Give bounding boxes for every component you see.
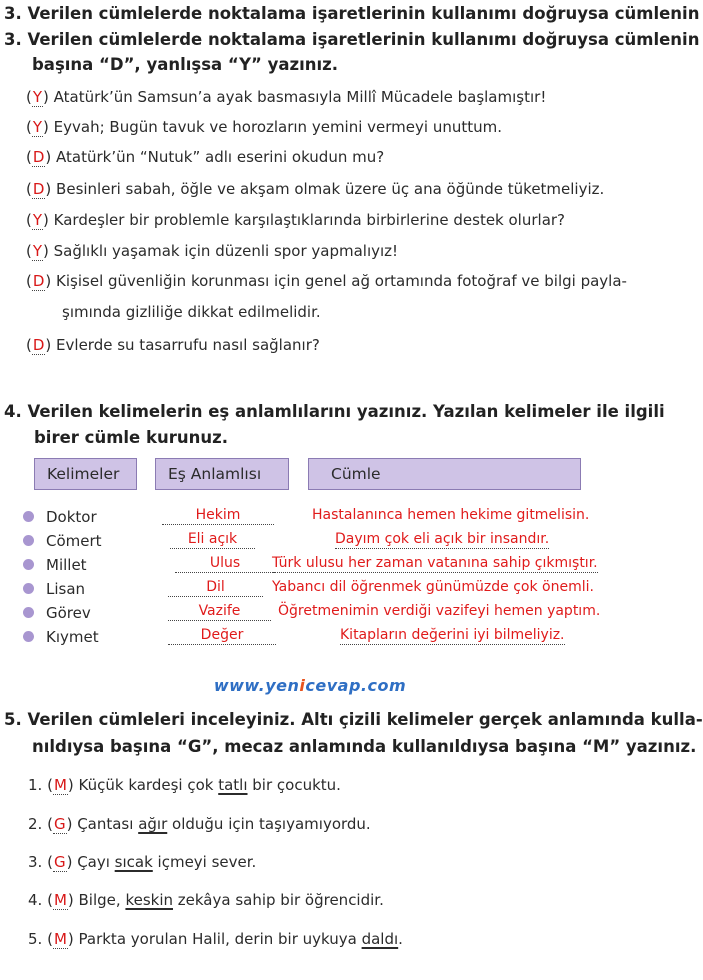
sentence-1: Dayım çok eli açık bir insandır. (335, 531, 550, 547)
item-text: Evlerde su tasarrufu nasıl sağlanır? (56, 336, 320, 354)
word-5: Kıymet (46, 628, 99, 646)
punctuation-item: (D) Kişisel güvenliğin korunması için genel ağ ortamında fotoğraf ve bilgi payla- (26, 272, 627, 290)
answer-mark: Y (32, 88, 43, 106)
sentence-after: olduğu için taşıyamıyordu. (167, 815, 371, 833)
sentence-before: Küçük kardeşi çok (78, 776, 219, 794)
item-text: Atatürk’ün Samsun’a ayak basmasıyla Millî Mücadele başlamıştır! (53, 88, 547, 106)
answer-mark: D (32, 180, 45, 198)
bullet-icon (23, 535, 34, 546)
answer-mark: D (32, 336, 45, 354)
sentence-before: Bilge, (78, 891, 126, 909)
sentence-after: içmeyi sever. (152, 853, 257, 871)
item-number: 5. (28, 930, 43, 948)
bullet-icon (23, 511, 34, 522)
answer-mark: D (32, 272, 45, 290)
meaning-item: 4. (M) Bilge, keskin zekâya sahip bir öğrencidir. (28, 891, 384, 909)
item-text-cont: şımında gizliliğe dikkat edilmelidir. (62, 303, 321, 321)
meaning-item: 5. (M) Parkta yorulan Halil, derin bir uykuya daldı. (28, 930, 403, 948)
answer-mark: Y (32, 211, 43, 229)
item-text: Besinleri sabah, öğle ve akşam olmak üzere üç ana öğünde tüketmeliyiz. (56, 180, 605, 198)
synonym-2: Ulus (175, 555, 275, 573)
sentence-0: Hastalanınca hemen hekime gitmelisin. (312, 507, 590, 523)
item-text: Kardeşler bir problemle karşılaştıklarında birbirlerine destek olurlar? (53, 211, 566, 229)
synonym-5: Değer (168, 627, 276, 645)
word-1: Cömert (46, 532, 102, 550)
answer-mark: G (53, 815, 66, 833)
bullet-icon (23, 631, 34, 642)
item-number: 4. (28, 891, 43, 909)
meaning-item: 3. (G) Çayı sıcak içmeyi sever. (28, 853, 257, 871)
synonym-3: Dil (168, 579, 263, 597)
punctuation-item: (D) Evlerde su tasarrufu nasıl sağlanır? (26, 336, 320, 354)
item-text: Sağlıklı yaşamak için düzenli spor yapmalıyız! (53, 242, 399, 260)
punctuation-item: (D) Atatürk’ün “Nutuk” adlı eserini okudun mu? (26, 148, 385, 166)
section3-heading-line1: 3. Verilen cümlelerde noktalama işaretlerinin kullanımı doğruysa cümlenin (4, 30, 700, 49)
punctuation-item: (D) Besinleri sabah, öğle ve akşam olmak üzere üç ana öğünde tüketmeliyiz. (26, 180, 605, 198)
item-text: Eyvah; Bugün tavuk ve horozların yemini vermeyi unuttum. (53, 118, 502, 136)
sentence-before: Çantası (77, 815, 139, 833)
punctuation-item: (Y) Sağlıklı yaşamak için düzenli spor yapmalıyız! (26, 242, 399, 260)
meaning-item: 1. (M) Küçük kardeşi çok tatlı bir çocuktu. (28, 776, 341, 794)
sentence-after: . (398, 930, 403, 948)
sentence-3: Yabancı dil öğrenmek günümüzde çok önemli. (272, 579, 594, 595)
sentence-before: Parkta yorulan Halil, derin bir uykuya (78, 930, 362, 948)
underlined-word: ağır (138, 815, 168, 833)
item-number: 2. (28, 815, 43, 833)
answer-mark: M (53, 930, 67, 948)
section5-heading-line1: 5. Verilen cümleleri inceleyiniz. Altı çizili kelimeler gerçek anlamında kulla- (4, 710, 703, 729)
header-sentence: Cümle (308, 458, 581, 490)
item-number: 3. (28, 853, 43, 871)
answer-mark: D (32, 148, 45, 166)
section4-heading-line1: 4. Verilen kelimelerin eş anlamlılarını yazınız. Yazılan kelimeler ile ilgili (4, 402, 665, 421)
underlined-word: sıcak (114, 853, 153, 871)
answer-mark: M (53, 891, 67, 909)
synonym-4: Vazife (168, 603, 271, 621)
item-number: 1. (28, 776, 43, 794)
underlined-word: daldı (361, 930, 399, 948)
header-synonyms: Eş Anlamlısı (155, 458, 289, 490)
synonym-1: Eli açık (170, 531, 255, 549)
sentence-before: Çayı (77, 853, 115, 871)
item-text: Atatürk’ün “Nutuk” adlı eserini okudun mu? (56, 148, 385, 166)
synonym-0: Hekim (162, 507, 274, 525)
answer-mark: M (53, 776, 67, 794)
punctuation-item: (Y) Atatürk’ün Samsun’a ayak basmasıyla Millî Mücadele başlamıştır! (26, 88, 547, 106)
answer-mark: Y (32, 242, 43, 260)
punctuation-item: (Y) Kardeşler bir problemle karşılaştıklarında birbirlerine destek olurlar? (26, 211, 566, 229)
bullet-icon (23, 607, 34, 618)
section3-heading-partial: 3. Verilen cümlelerde noktalama işaretlerinin kullanımı doğruysa cümlenin (4, 4, 700, 23)
underlined-word: keskin (125, 891, 173, 909)
answer-mark: G (53, 853, 66, 871)
bullet-icon (23, 583, 34, 594)
item-text: Kişisel güvenliğin korunması için genel ağ ortamında fotoğraf ve bilgi payla- (56, 272, 627, 290)
sentence-4: Öğretmenimin verdiği vazifeyi hemen yaptım. (278, 603, 601, 619)
bullet-icon (23, 559, 34, 570)
section5-heading-line2: nıldıysa başına “G”, mecaz anlamında kullanıldıysa başına “M” yazınız. (32, 737, 697, 756)
sentence-after: zekâya sahip bir öğrencidir. (173, 891, 384, 909)
sentence-2: Türk ulusu her zaman vatanına sahip çıkmıştır. (272, 555, 598, 571)
section3-heading-line2: başına “D”, yanlışsa “Y” yazınız. (32, 55, 339, 74)
word-0: Doktor (46, 508, 97, 526)
section4-heading-line2: birer cümle kurunuz. (34, 428, 228, 447)
watermark: www.yenicevap.com (213, 676, 407, 695)
answer-mark: Y (32, 118, 43, 136)
sentence-after: bir çocuktu. (247, 776, 341, 794)
underlined-word: tatlı (218, 776, 248, 794)
word-2: Millet (46, 556, 87, 574)
word-4: Görev (46, 604, 91, 622)
word-3: Lisan (46, 580, 86, 598)
header-words: Kelimeler (34, 458, 137, 490)
punctuation-item: (Y) Eyvah; Bugün tavuk ve horozların yemini vermeyi unuttum. (26, 118, 502, 136)
meaning-item: 2. (G) Çantası ağır olduğu için taşıyamıyordu. (28, 815, 371, 833)
sentence-5: Kitapların değerini iyi bilmeliyiz. (340, 627, 565, 643)
